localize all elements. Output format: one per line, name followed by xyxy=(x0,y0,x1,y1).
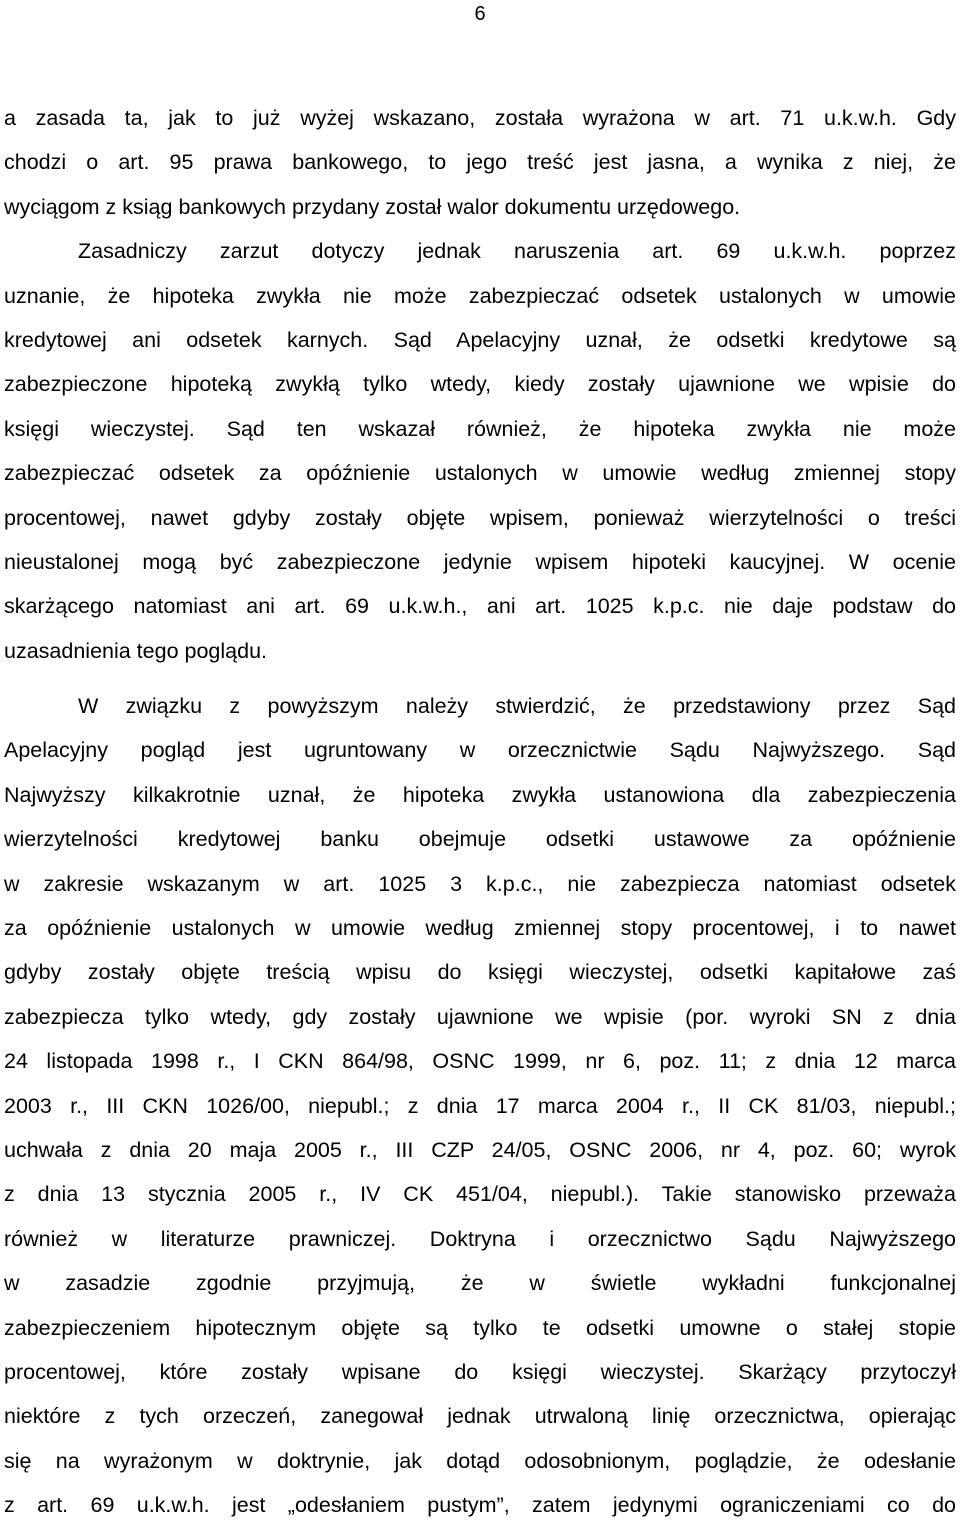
text-line: zabezpieczone hipoteką zwykłą tylko wtedy, kiedy zostały ujawnione we wpisie do xyxy=(4,372,956,397)
text-line: z art. 69 u.k.w.h. jest „odesłaniem pustym”, zatem jedynymi ograniczeniami co do xyxy=(4,1493,956,1518)
text-line: zabezpiecza tylko wtedy, gdy zostały ujawnione we wpisie (por. wyroki SN z dnia xyxy=(4,1004,956,1029)
text-line: a zasada ta, jak to już wyżej wskazano, została wyrażona w art. 71 u.k.w.h. Gdy xyxy=(4,106,956,130)
text-line: z dnia 13 stycznia 2005 r., IV CK 451/04, niepubl.). Takie stanowisko przeważa xyxy=(4,1182,956,1207)
text-line: 24 listopada 1998 r., I CKN 864/98, OSNC 1999, nr 6, poz. 11; z dnia 12 marca xyxy=(4,1049,956,1074)
text-line: uzasadnienia tego poglądu. xyxy=(4,638,267,663)
document-body xyxy=(4,96,956,1528)
text-line: Zasadniczy zarzut dotyczy jednak naruszenia art. 69 u.k.w.h. poprzez xyxy=(78,239,956,264)
text-line: zabezpieczać odsetek za opóźnienie ustalonych w umowie według zmiennej stopy xyxy=(4,461,956,486)
text-line: Najwyższy kilkakrotnie uznał, że hipoteka zwykła ustanowiona dla zabezpieczenia xyxy=(4,782,956,807)
text-line: księgi wieczystej. Sąd ten wskazał również, że hipoteka zwykła nie może xyxy=(4,416,956,441)
text-line: gdyby zostały objęte treścią wpisu do księgi wieczystej, odsetki kapitałowe zaś xyxy=(4,960,956,985)
text-line: w zasadzie zgodnie przyjmują, że w świetle wykładni funkcjonalnej xyxy=(4,1271,956,1296)
text-line: również w literaturze prawniczej. Doktryna i orzecznictwo Sądu Najwyższego xyxy=(4,1226,956,1251)
text-line: za opóźnienie ustalonych w umowie według zmiennej stopy procentowej, i to nawet xyxy=(4,916,956,941)
text-line: nieustalonej mogą być zabezpieczone jedynie wpisem hipoteki kaucyjnej. W ocenie xyxy=(4,549,956,574)
text-line: zabezpieczeniem hipotecznym objęte są tylko te odsetki umowne o stałej stopie xyxy=(4,1315,956,1340)
text-line: uznanie, że hipoteka zwykła nie może zabezpieczać odsetek ustalonych w umowie xyxy=(4,283,956,308)
text-line: niektóre z tych orzeczeń, zanegował jednak utrwaloną linię orzecznictwa, opierając xyxy=(4,1404,956,1429)
text-line: procentowej, nawet gdyby zostały objęte wpisem, ponieważ wierzytelności o treści xyxy=(4,505,956,530)
text-line: uchwała z dnia 20 maja 2005 r., III CZP 24/05, OSNC 2006, nr 4, poz. 60; wyrok xyxy=(4,1137,956,1162)
text-line: w zakresie wskazanym w art. 1025 3 k.p.c., nie zabezpiecza natomiast odsetek xyxy=(4,871,956,896)
paragraph xyxy=(4,96,956,229)
paragraph xyxy=(4,229,956,673)
text-line: wyciągom z ksiąg bankowych przydany został walor dokumentu urzędowego. xyxy=(4,194,741,219)
text-line: chodzi o art. 95 prawa bankowego, to jego treść jest jasna, a wynika z niej, że xyxy=(4,150,956,175)
text-line: Apelacyjny pogląd jest ugruntowany w orzecznictwie Sądu Najwyższego. Sąd xyxy=(4,738,956,763)
text-line: wierzytelności kredytowej banku obejmuje odsetki ustawowe za opóźnienie xyxy=(4,827,956,852)
text-line: skarżącego natomiast ani art. 69 u.k.w.h., ani art. 1025 k.p.c. nie daje podstaw do xyxy=(4,594,956,619)
paragraph xyxy=(4,684,956,1527)
text-line: W związku z powyższym należy stwierdzić, że przedstawiony przez Sąd xyxy=(78,694,956,719)
text-line: procentowej, które zostały wpisane do księgi wieczystej. Skarżący przytoczył xyxy=(4,1359,956,1384)
text-line: się na wyrażonym w doktrynie, jak dotąd odosobnionym, poglądzie, że odesłanie xyxy=(4,1448,956,1473)
page-number: 6 xyxy=(474,3,486,25)
text-line: kredytowej ani odsetek karnych. Sąd Apelacyjny uznał, że odsetki kredytowe są xyxy=(4,327,956,352)
text-line: 2003 r., III CKN 1026/00, niepubl.; z dnia 17 marca 2004 r., II CK 81/03, niepubl.; xyxy=(4,1093,956,1118)
